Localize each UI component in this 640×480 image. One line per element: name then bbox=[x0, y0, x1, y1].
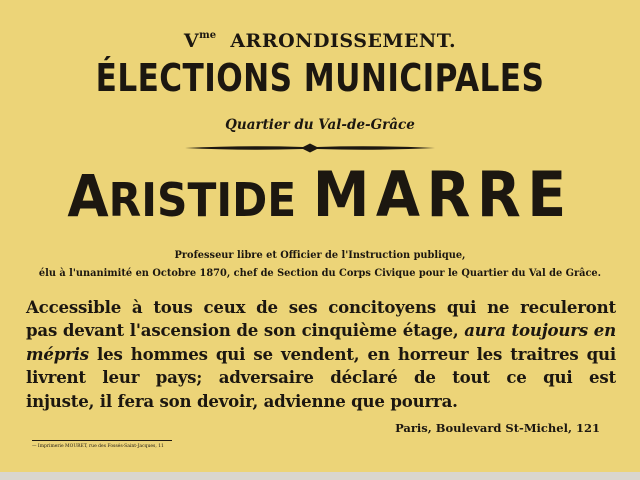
statement-line-5: injuste, il fera son devoir, advienne que pourra. bbox=[26, 390, 458, 411]
printer-imprint: — Imprimerie MOURET, rue des Fossés-Saint-Jacques, 11 bbox=[32, 444, 164, 449]
candidate-last-name: MARRE bbox=[312, 158, 573, 231]
arrondissement-superscript: me bbox=[199, 30, 217, 41]
statement-line-2: pas devant l'ascension de son cinquième étage, aura toujours en bbox=[26, 320, 616, 341]
candidate-name bbox=[26, 160, 615, 235]
arrondissement-number: V bbox=[183, 30, 200, 52]
ornamental-divider bbox=[185, 142, 435, 154]
statement-line-3: mépris les hommes qui se vendent, en horreur les traitres qui bbox=[26, 343, 616, 364]
arrondissement-word: ARRONDISSEMENT. bbox=[230, 30, 457, 52]
qualification-line-1: Professeur libre et Officier de l'Instruction publique, bbox=[174, 250, 466, 261]
quartier-subtitle: Quartier du Val-de-Grâce bbox=[225, 117, 415, 133]
scan-border bbox=[0, 472, 640, 480]
qualification-line-2: élu à l'unanimité en Octobre 1870, chef de Section du Corps Civique pour le Quartier du Val de Grâce. bbox=[38, 268, 602, 279]
statement-line-4: livrent leur pays; adversaire déclaré de tout ce qui est bbox=[26, 367, 616, 388]
arrondissement-heading bbox=[0, 30, 640, 52]
printer-rule bbox=[32, 440, 172, 441]
statement-line-1: Accessible à tous ceux de ses concitoyens qui ne reculeront bbox=[26, 297, 616, 317]
statement-paragraph bbox=[26, 296, 616, 413]
address-line: Paris, Boulevard St-Michel, 121 bbox=[395, 421, 600, 435]
candidate-first-name: ARISTIDE bbox=[67, 162, 297, 230]
poster-title: ÉLECTIONS MUNICIPALES bbox=[95, 56, 545, 100]
